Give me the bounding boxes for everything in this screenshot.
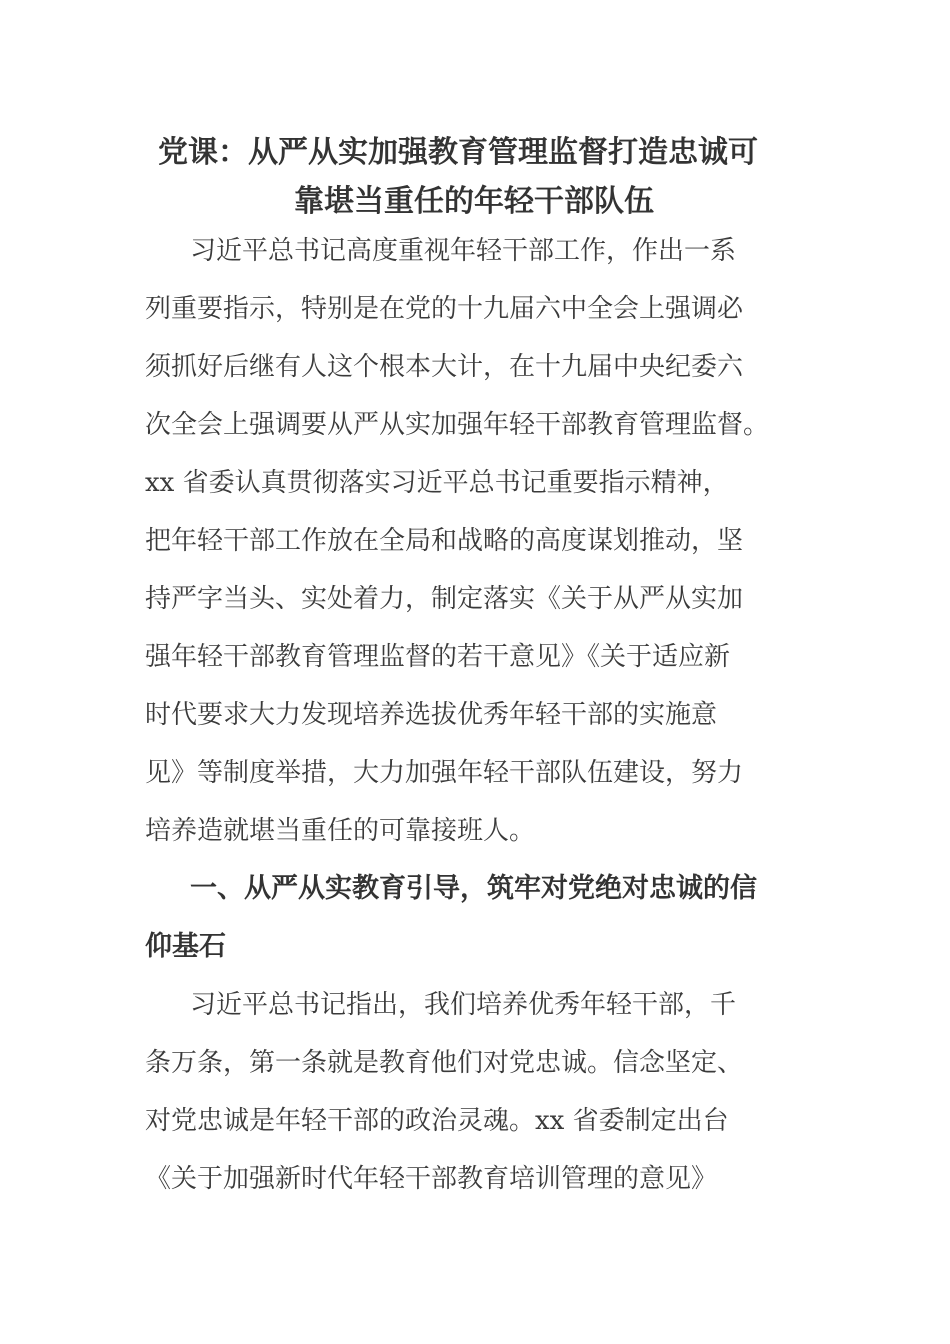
document-title-line-2: 靠堪当重任的年轻干部队伍 <box>294 184 654 219</box>
section-1-paragraph-line: 对党忠诚是年轻干部的政治灵魂。xx 省委制定出台 <box>145 1106 729 1136</box>
intro-paragraph-line: 次全会上强调要从严从实加强年轻干部教育管理监督。 <box>145 410 770 440</box>
intro-paragraph-line: 见》等制度举措，大力加强年轻干部队伍建设，努力 <box>145 758 744 788</box>
document-title-line-1: 党课：从严从实加强教育管理监督打造忠诚可 <box>158 135 758 170</box>
section-1-paragraph-line: 习近平总书记指出，我们培养优秀年轻干部，千 <box>190 990 737 1020</box>
section-1-paragraph-line: 条万条，第一条就是教育他们对党忠诚。信念坚定、 <box>145 1048 744 1078</box>
intro-paragraph-line: 强年轻干部教育管理监督的若干意见》《关于适应新 <box>145 642 731 672</box>
section-1-heading-line: 仰基石 <box>145 931 226 962</box>
section-1-paragraph-line: 《关于加强新时代年轻干部教育培训管理的意见》 <box>145 1164 718 1194</box>
intro-paragraph-line: 培养造就堪当重任的可靠接班人。 <box>145 816 536 846</box>
intro-paragraph-line: 时代要求大力发现培养选拔优秀年轻干部的实施意 <box>145 700 718 730</box>
intro-paragraph-line: xx 省委认真贯彻落实习近平总书记重要指示精神， <box>145 468 729 498</box>
intro-paragraph-line: 列重要指示，特别是在党的十九届六中全会上强调必 <box>145 294 744 324</box>
intro-paragraph-line: 习近平总书记高度重视年轻干部工作，作出一系 <box>190 236 737 266</box>
intro-paragraph-line: 须抓好后继有人这个根本大计，在十九届中央纪委六 <box>145 352 744 382</box>
intro-paragraph-line: 持严字当头、实处着力，制定落实《关于从严从实加 <box>145 584 744 614</box>
intro-paragraph-line: 把年轻干部工作放在全局和战略的高度谋划推动，坚 <box>145 526 744 556</box>
section-1-heading-line: 一、从严从实教育引导，筑牢对党绝对忠诚的信 <box>190 873 757 904</box>
